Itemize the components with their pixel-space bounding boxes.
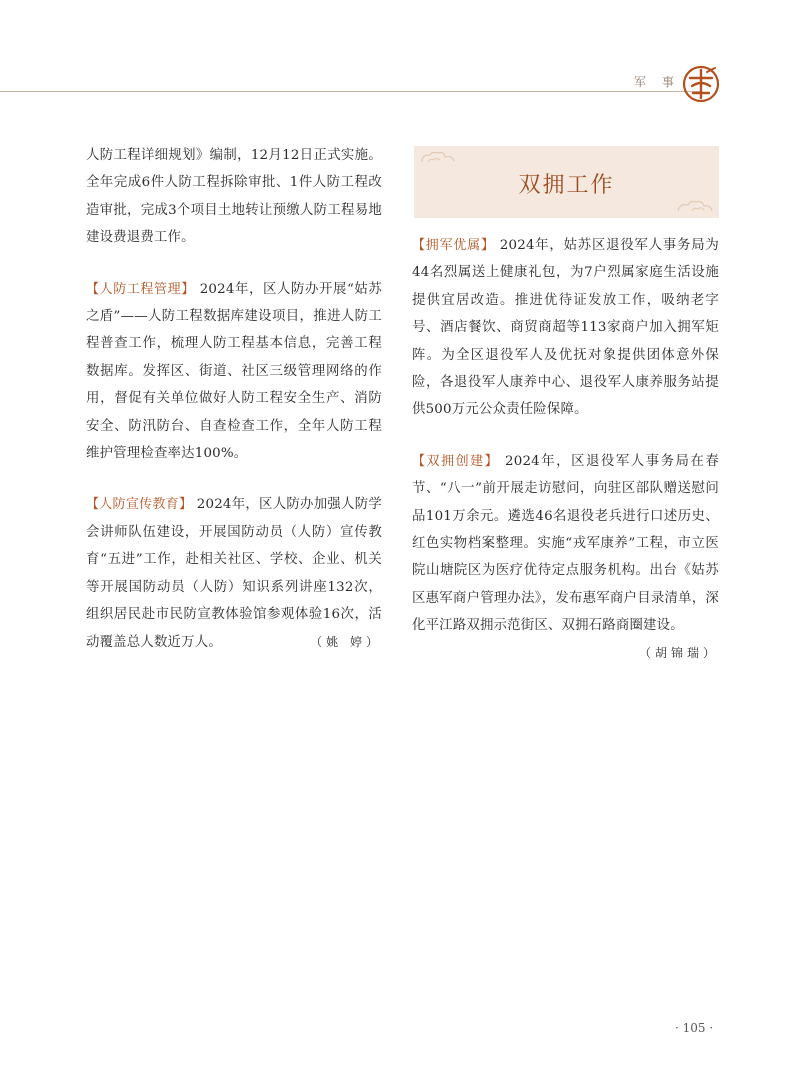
right-column <box>412 232 719 667</box>
article-tag: 【拥军优属】 <box>412 238 495 253</box>
article-text: 2024年，区人防办加强人防学会讲师队伍建设，开展国防动员（人防）宣传教育“五进”工作，赴相关社区、学校、企业、机关等开展国防动员（人防）知识系列讲座132次，组织居民赴市民防宣教体验馆参观体验16次，活动覆盖总人数近万人。 <box>86 497 382 650</box>
article-text: 2024年，区人防办开展“姑苏之盾”——人防工程数据库建设项目，推进人防工程普查工作，梳理人防工程基本信息，完善工程数据库。发挥区、街道、社区三级管理网络的作用，督促有关单位做好人防工程安全生产、消防安全、防汛防台、自查检查工作，全年人防工程维护管理检查率达100%。 <box>86 281 382 462</box>
cloud-ornament-icon <box>420 150 460 166</box>
article-double-support-creation <box>412 448 720 660</box>
article-tag: 【双拥创建】 <box>412 453 500 469</box>
cloud-ornament-icon <box>674 198 714 214</box>
decorative-seal-icon <box>681 64 721 104</box>
left-column <box>86 142 382 656</box>
article-tag: 【人防工程管理】 <box>86 281 195 297</box>
intro-paragraph: 人防工程详细规划》编制，12月12日正式实施。全年完成6件人防工程拆除审批、1件人防工程改造审批，完成3个项目土地转让预缴人防工程易地建设费退费工作。 <box>86 148 382 246</box>
article-civil-defense-management <box>86 276 382 468</box>
article-author: （胡锦瑞） <box>638 645 719 660</box>
article-support-military-families <box>412 232 719 424</box>
article-author: （姚 婷） <box>310 634 382 649</box>
header-rule <box>0 91 700 92</box>
article-text: 2024年，区退役军人事务局在春节、“八一”前开展走访慰问，向驻区部队赠送慰问品101万余元。遴选46名退役老兵进行口述历史、红色实物档案整理。实施“戎军康养”工程，市立医院山塘院区为医疗优待定点服务机构。出台《姑苏区惠军商户管理办法》，发布惠军商户目录清单，深化平江路双拥示范街区、双拥石路商圈建设。 <box>412 453 720 634</box>
page-number: · 105 · <box>675 1021 714 1035</box>
article-civil-defense-education <box>86 491 382 655</box>
section-name: 军 事 <box>634 75 680 89</box>
article-tag: 【人防宣传教育】 <box>86 497 193 513</box>
article-text: 2024年，姑苏区退役军人事务局为44名烈属送上健康礼包，为7户烈属家庭生活设施提供宜居改造。推进优待证发放工作，吸纳老字号、酒店餐饮、商贸商超等113家商户加入拥军矩阵。为全区退役军人及优抚对象提供团体意外保险，各退役军人康养中心、退役军人康养服务站提供500万元公众责任险保障。 <box>412 238 719 418</box>
banner-title: 双拥工作 <box>518 173 615 198</box>
